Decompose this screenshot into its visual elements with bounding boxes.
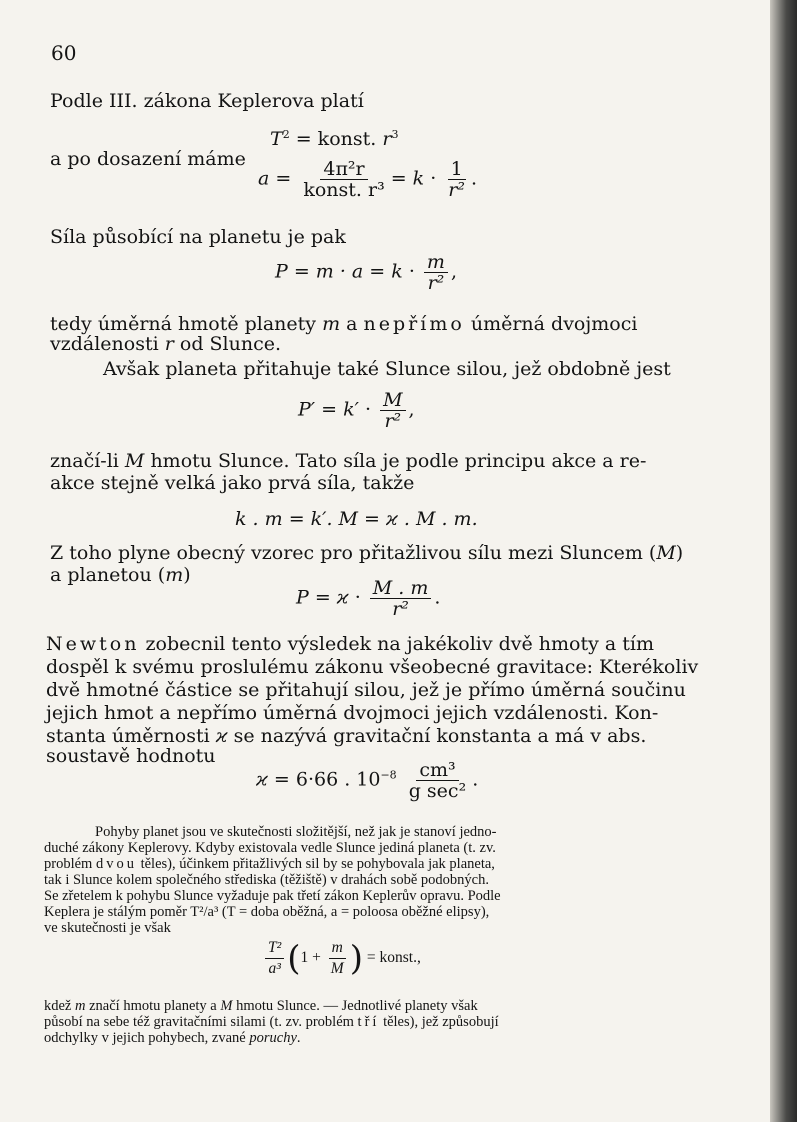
para1-spaced-neprimo: nepřímo <box>363 313 465 335</box>
note-text-teles: těles), účinkem přitažlivých sil by se pohybovala jak planeta, <box>140 856 495 872</box>
note-text-problem: problém <box>44 856 93 872</box>
eq6-lhs: P <box>296 586 309 609</box>
eq1-lhs-exp: 2 <box>282 128 290 141</box>
paragraph-2-line-1: Avšak planeta přitahuje také Slunce silou, jež obdobně jest <box>103 358 671 380</box>
paragraph-3-line-1 <box>50 450 646 472</box>
eq1-lhs: T <box>270 128 283 150</box>
text-line-sila: Síla působící na planetu je pak <box>50 226 346 248</box>
note-line-1: Pohyby planet jsou ve skutečnosti složitější, než jak je stanoví jedno- <box>95 824 497 840</box>
eq2-k: k <box>412 167 425 190</box>
para4-text-close: ) <box>183 564 191 586</box>
para1-text-slunce: od Slunce. <box>179 333 282 355</box>
note-line-6: Keplera je stálým poměr T²/a³ (T = doba oběžná, a = poloosa oběžné elipsy), <box>44 904 490 920</box>
equation-acceleration: a = $\frac{\text{4π²r}}{\text{konst. r³}}$ = k · $\frac{1}{\text{r²}}$ . <box>258 158 478 201</box>
note-text-zpusobuji: těles), jež způsobují <box>383 1014 499 1030</box>
note-var-m: m <box>75 998 86 1014</box>
paragraph-1-line-1 <box>50 313 637 335</box>
note-line-9 <box>44 1014 499 1030</box>
para5-text-rest: zobecnil tento výsledek na jakékoliv dvě hmoty a tím <box>145 633 654 655</box>
eq3-fraction <box>424 252 448 293</box>
equation-gravitational-constant: ϰ = 6·66 . $10^{-8}$ $\frac{\text{cm³}}{\text{g sec²}}$ . <box>256 759 479 802</box>
equation-equality: k . m = k′. M = ϰ . M . m. <box>235 508 478 530</box>
para4-var-m: m <box>165 564 184 586</box>
para1-var-r: r <box>164 333 174 355</box>
eq7-kappa: ϰ <box>256 768 268 791</box>
equation-force: P = m · a = k · $\frac{m}{\text{r²}}$ , <box>275 251 457 294</box>
paragraph-5-line-1 <box>46 633 654 655</box>
para1-var-m: m <box>322 313 341 335</box>
book-binding-edge <box>770 0 797 1122</box>
para1-text-b: a <box>346 313 358 335</box>
note-italic-poruchy: poruchy <box>249 1030 297 1046</box>
paragraph-5-line-4: jejich hmot a nepřímo úměrná dvojmoci jejich vzdálenosti. Kon- <box>46 702 659 724</box>
text-line-kepler: Podle III. zákona Keplerova platí <box>50 90 364 112</box>
eq4-den: r² <box>384 410 402 432</box>
eq7-num: cm³ <box>416 760 458 781</box>
note-line-4: tak i Slunce kolem společného střediska (těžiště) v drahách sobě podobných. <box>44 872 489 888</box>
para5-text-nazyva: se nazývá gravitační konstanta a má v abs. <box>233 725 647 747</box>
note-eq-den2: M <box>330 960 344 977</box>
equation-kepler-third-law <box>270 128 398 150</box>
note-eq-num1: T² <box>265 938 284 959</box>
eq3-k: k <box>391 260 403 283</box>
eq2-fraction-2 <box>445 159 468 200</box>
eq6-num: M . m <box>370 578 432 599</box>
note-eq-right-paren: ) <box>349 938 363 979</box>
para3-text-a: značí-li <box>50 450 119 472</box>
note-eq-fraction-1 <box>265 938 284 979</box>
para3-text-b: hmotu Slunce. Tato síla je podle principu akce a re- <box>150 450 647 472</box>
eq1-op: = konst. <box>289 128 383 150</box>
note-eq-rhs: = konst., <box>366 949 421 967</box>
eq7-value: 6·66 . 10 <box>295 768 381 791</box>
equation-reaction-force: P′ = k′ · $\frac{M}{\text{r²}}$ , <box>298 389 415 432</box>
eq3-den: r² <box>427 272 445 294</box>
note-line-3 <box>44 856 495 872</box>
eq6-kappa: ϰ <box>336 586 349 609</box>
note-eq-fraction-2 <box>328 938 347 979</box>
paragraph-5-line-5 <box>46 725 646 747</box>
eq3-lhs: P <box>275 260 288 283</box>
note-spaced-tri: tří <box>357 1014 380 1030</box>
equation-gravitation: P = ϰ · $\frac{M . m}{\text{r²}}$ . <box>296 577 441 620</box>
note-text-pusobi: působí na sebe též gravitačními silami (t. zv. problém <box>44 1014 354 1030</box>
note-line-8 <box>44 998 478 1014</box>
para4-text-planetou: a planetou ( <box>50 564 166 586</box>
eq2-den2: r² <box>448 179 465 201</box>
eq2-den1: konst. r³ <box>303 179 385 201</box>
para1-text-vzdalenosti: vzdálenosti <box>50 333 159 355</box>
note-spaced-dvou: dvou <box>95 856 137 872</box>
eq2-num2: 1 <box>448 159 466 180</box>
paragraph-4-line-2 <box>50 564 191 586</box>
note-text-odchylky: odchylky v jejich pohybech, zvané <box>44 1030 246 1046</box>
page-number: 60 <box>51 41 77 65</box>
eq2-lhs: a <box>258 167 270 190</box>
para1-text-a: tedy úměrná hmotě planety <box>50 313 317 335</box>
text-line-dosazeni: a po dosazení máme <box>50 148 246 170</box>
paragraph-5-line-6: soustavě hodnotu <box>46 745 216 767</box>
eq2-num1: 4π²r <box>320 159 367 180</box>
para5-spaced-newton: Newton <box>46 633 140 655</box>
note-eq-den1: a³ <box>268 960 281 977</box>
note-text-kdez: kdež <box>44 998 72 1014</box>
para5-var-kappa: ϰ <box>215 725 228 747</box>
para4-var-M: M <box>656 542 676 564</box>
note-eq-one: 1 + <box>300 949 321 967</box>
para4-text-b: ) <box>675 542 684 564</box>
paragraph-5-line-3: dvě hmotné částice se přitahují silou, jež je přímo úměrná součinu <box>46 679 686 701</box>
eq6-fraction <box>370 578 432 619</box>
eq7-fraction <box>406 760 469 801</box>
paragraph-4-line-1 <box>50 542 683 564</box>
eq6-den: r² <box>392 598 409 620</box>
paragraph-3-line-2: akce stejně velká jako prvá síla, takže <box>50 472 415 494</box>
eq1-rhs: r <box>382 128 392 150</box>
note-line-7: ve skutečnosti je však <box>44 920 171 936</box>
note-line-10 <box>44 1030 301 1046</box>
eq1-rhs-exp: 3 <box>391 128 399 141</box>
eq3-mid: m · a <box>315 260 364 283</box>
paragraph-5-line-2: dospěl k svému proslulému zákonu všeobecné gravitace: Kterékoliv <box>46 656 699 678</box>
note-line-5: Se zřetelem k pohybu Slunce vyžaduje pak třetí zákon Keplerův opravu. Podle <box>44 888 501 904</box>
eq4-num: M <box>380 390 405 411</box>
paragraph-1-line-2 <box>50 333 281 355</box>
eq4-fraction <box>380 390 405 431</box>
para3-var-M: M <box>124 450 145 472</box>
para4-text-a: Z toho plyne obecný vzorec pro přitažlivou sílu mezi Sluncem ( <box>50 542 657 564</box>
note-eq-left-paren: ( <box>287 938 301 979</box>
note-line-2: duché zákony Keplerovy. Kdyby existovala vedle Slunce jediná planeta (t. zv. <box>44 840 496 856</box>
note-text-hmotu-planety: značí hmotu planety a <box>89 998 217 1014</box>
eq4-k: k′ <box>343 398 359 421</box>
eq3-num: m <box>424 252 448 273</box>
note-equation <box>262 938 421 979</box>
eq7-exp: −8 <box>380 768 397 782</box>
note-eq-num2: m <box>329 938 346 959</box>
para1-text-d: úměrná dvojmoci <box>470 313 638 335</box>
para5-text-konstanta: stanta úměrnosti <box>46 725 210 747</box>
eq7-den: g sec² <box>408 780 467 802</box>
note-var-M: M <box>220 998 233 1014</box>
eq4-lhs: P′ <box>298 398 316 421</box>
note-text-hmotu-slunce: hmotu Slunce. — Jednotlivé planety však <box>236 998 478 1014</box>
note-text-period: . <box>296 1030 301 1046</box>
eq2-fraction-1 <box>300 159 387 200</box>
